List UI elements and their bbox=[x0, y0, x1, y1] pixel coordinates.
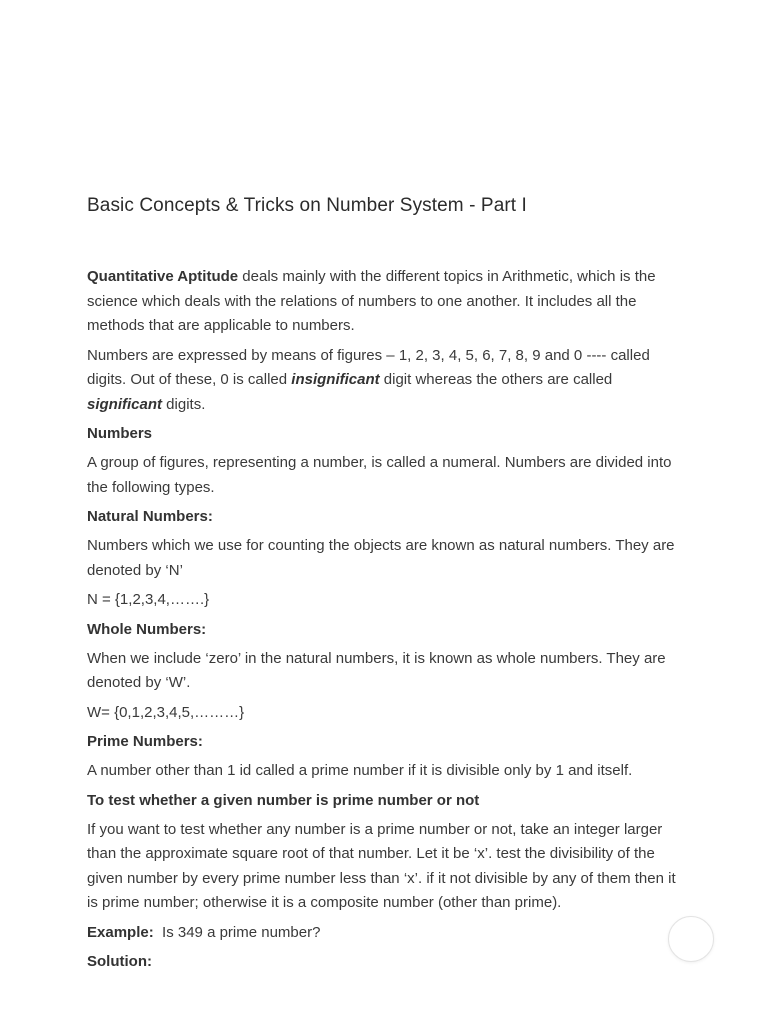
numbers-paragraph: A group of figures, representing a number, is called a numeral. Numbers are divided into the following types. bbox=[87, 454, 672, 496]
digits-paragraph bbox=[87, 344, 687, 418]
significant-term: significant bbox=[87, 395, 163, 413]
natural-numbers-set: N = {1,2,3,4,…….} bbox=[87, 591, 210, 608]
intro-lead: Quantitative Aptitude bbox=[87, 268, 239, 285]
intro-paragraph bbox=[87, 265, 687, 339]
whole-numbers-heading: Whole Numbers: bbox=[87, 620, 207, 638]
example-text: Is 349 a prime number? bbox=[153, 923, 321, 941]
article-body bbox=[87, 265, 687, 974]
natural-numbers-paragraph: Numbers which we use for counting the objects are known as natural numbers. They are denoted by ‘N’ bbox=[87, 537, 675, 579]
article bbox=[87, 193, 687, 979]
prime-test-heading: To test whether a given number is prime number or not bbox=[87, 791, 480, 809]
floating-action-button[interactable] bbox=[668, 916, 714, 962]
digits-text-3: digits. bbox=[162, 395, 206, 413]
prime-numbers-paragraph: A number other than 1 id called a prime number if it is divisible only by 1 and itself. bbox=[87, 762, 633, 779]
solution-label: Solution: bbox=[87, 953, 152, 970]
digits-text-1: Numbers are expressed by means of figures – 1, 2, 3, 4, 5, 6, 7, 8, 9 and 0 ---- called digits. Out of these, 0 is called bbox=[87, 346, 650, 388]
whole-numbers-paragraph: When we include ‘zero’ in the natural numbers, it is known as whole numbers. They are denoted by ‘W’. bbox=[87, 649, 666, 691]
digits-text-2: digit whereas the others are called bbox=[379, 371, 613, 388]
prime-numbers-heading: Prime Numbers: bbox=[87, 733, 203, 750]
whole-numbers-set: W= {0,1,2,3,4,5,………} bbox=[87, 703, 245, 721]
natural-numbers-heading: Natural Numbers: bbox=[87, 508, 213, 525]
numbers-heading: Numbers bbox=[87, 425, 153, 442]
insignificant-term: insignificant bbox=[291, 371, 380, 388]
example-label: Example: bbox=[87, 923, 154, 941]
prime-test-paragraph: If you want to test whether any number is a prime number or not, take an integer larger than the approximate square root of that number. Let it be ‘x’. test the divisibility of the given number by every prime number less than ‘x’. if it not divisible by any of them then it is prime number; otherwise it is a composite number (other than prime). bbox=[87, 820, 676, 911]
example-line bbox=[87, 921, 687, 946]
intro-text: deals mainly with the different topics in Arithmetic, which is the science which deals with the relations of numbers to one another. It includes all the methods that are applicable to numbers. bbox=[87, 268, 656, 334]
page-title: Basic Concepts & Tricks on Number System - Part I bbox=[87, 195, 527, 216]
